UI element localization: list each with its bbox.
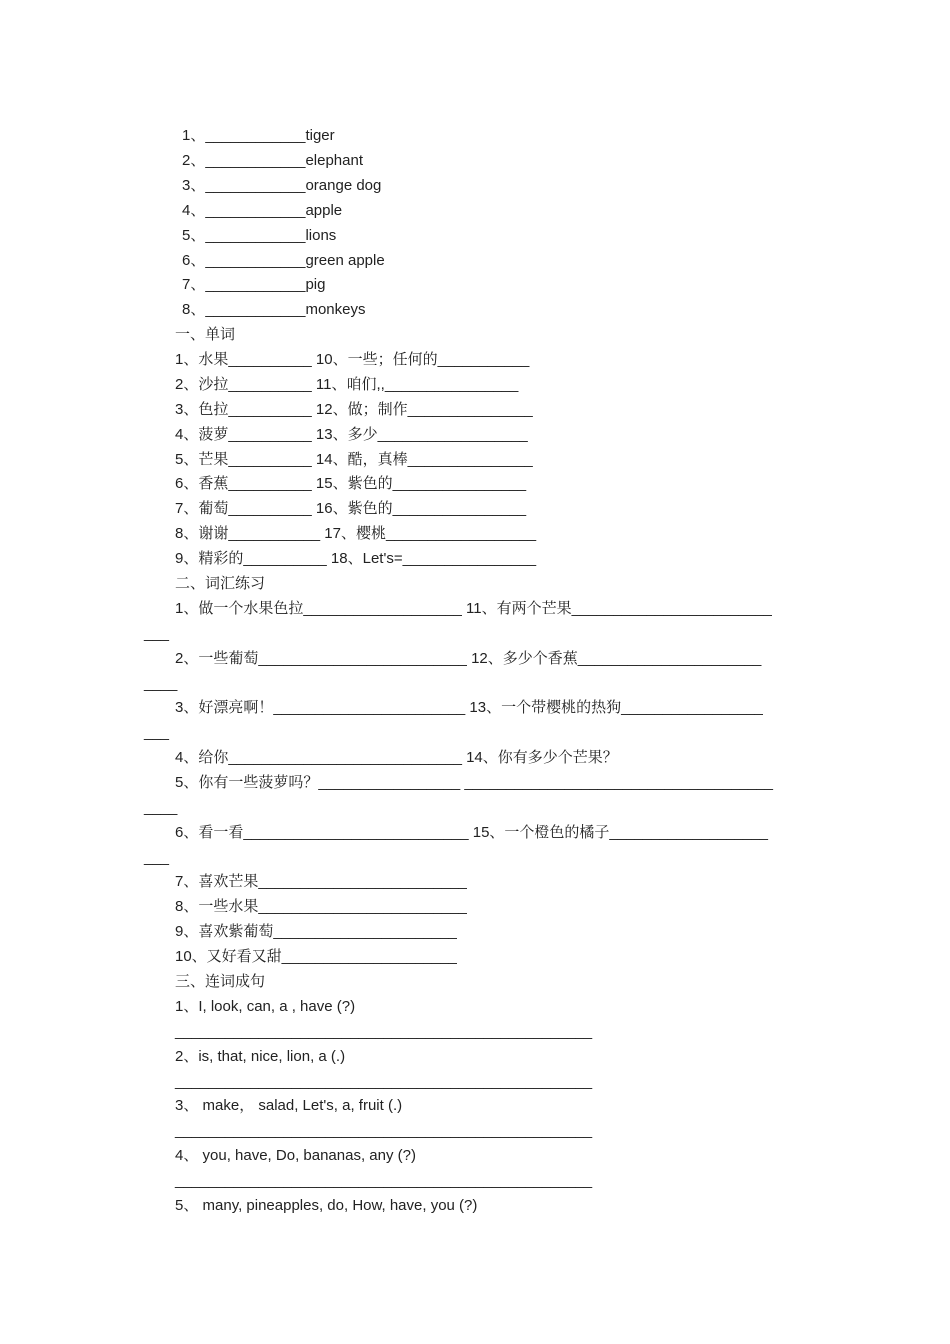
- exercise-item: 7、____________pig: [182, 276, 326, 293]
- phrase-item: 5、你有一些菠萝吗？_________________ _____________________________________: [175, 774, 773, 791]
- sentence-item: 5、 many, pineapples, do, How, have, you (?): [175, 1197, 478, 1214]
- exercise-item: 5、____________lions: [182, 227, 337, 244]
- phrase-item: 3、好漂亮啊！_______________________ 13、一个带樱桃的热狗_________________: [175, 699, 763, 716]
- phrase-item: 2、一些葡萄_________________________ 12、多少个香蕉______________________: [175, 650, 762, 667]
- phrase-item: 8、一些水果_________________________: [175, 898, 467, 915]
- vocab-item: 4、菠萝__________ 13、多少__________________: [175, 426, 528, 443]
- section-heading: 一、单词: [175, 326, 236, 343]
- phrase-item: 1、做一个水果色拉___________________ 11、有两个芒果________________________: [175, 600, 772, 617]
- sentence-item: 3、 make， salad, Let's, a, fruit (.): [175, 1097, 403, 1114]
- sentence-item: 1、I, look, can, a , have (?): [175, 998, 356, 1015]
- exercise-item: 3、____________orange dog: [182, 177, 382, 194]
- phrase-item-wrap: ___: [144, 724, 170, 741]
- answer-line: __________________________________________________: [175, 1023, 593, 1040]
- vocab-item: 6、香蕉__________ 15、紫色的________________: [175, 475, 527, 492]
- phrase-item: 7、喜欢芒果_________________________: [175, 873, 467, 890]
- vocab-item: 2、沙拉__________ 11、咱们,,________________: [175, 376, 519, 393]
- phrase-item: 6、看一看___________________________ 15、一个橙色的橘子___________________: [175, 824, 768, 841]
- phrase-item-wrap: ___: [144, 849, 170, 866]
- exercise-item: 4、____________apple: [182, 202, 343, 219]
- phrase-item: 10、又好看又甜_____________________: [175, 948, 457, 965]
- answer-line: __________________________________________________: [175, 1172, 593, 1189]
- vocab-item: 7、葡萄__________ 16、紫色的________________: [175, 500, 527, 517]
- sentence-item: 2、is, that, nice, lion, a (.): [175, 1048, 346, 1065]
- vocab-item: 9、精彩的__________ 18、Let's=________________: [175, 550, 537, 567]
- section-heading: 三、连词成句: [175, 973, 266, 990]
- phrase-item-wrap: ___: [144, 625, 170, 642]
- vocab-item: 1、水果__________ 10、一些；任何的___________: [175, 351, 530, 368]
- vocab-item: 8、谢谢___________ 17、樱桃__________________: [175, 525, 537, 542]
- phrase-item-wrap: ____: [144, 675, 178, 692]
- answer-line: __________________________________________________: [175, 1122, 593, 1139]
- sentence-item: 4、 you, have, Do, bananas, any (?): [175, 1147, 416, 1164]
- phrase-item: 9、喜欢紫葡萄______________________: [175, 923, 457, 940]
- exercise-item: 1、____________tiger: [182, 127, 335, 144]
- exercise-item: 2、____________elephant: [182, 152, 364, 169]
- phrase-item-wrap: ____: [144, 799, 178, 816]
- exercise-item: 6、____________green apple: [182, 252, 385, 269]
- answer-line: __________________________________________________: [175, 1073, 593, 1090]
- section-heading: 二、词汇练习: [175, 575, 266, 592]
- vocab-item: 3、色拉__________ 12、做；制作_______________: [175, 401, 533, 418]
- phrase-item: 4、给你____________________________ 14、你有多少个芒果？: [175, 749, 618, 766]
- vocab-item: 5、芒果__________ 14、酷，真棒_______________: [175, 451, 533, 468]
- exercise-item: 8、____________monkeys: [182, 301, 366, 318]
